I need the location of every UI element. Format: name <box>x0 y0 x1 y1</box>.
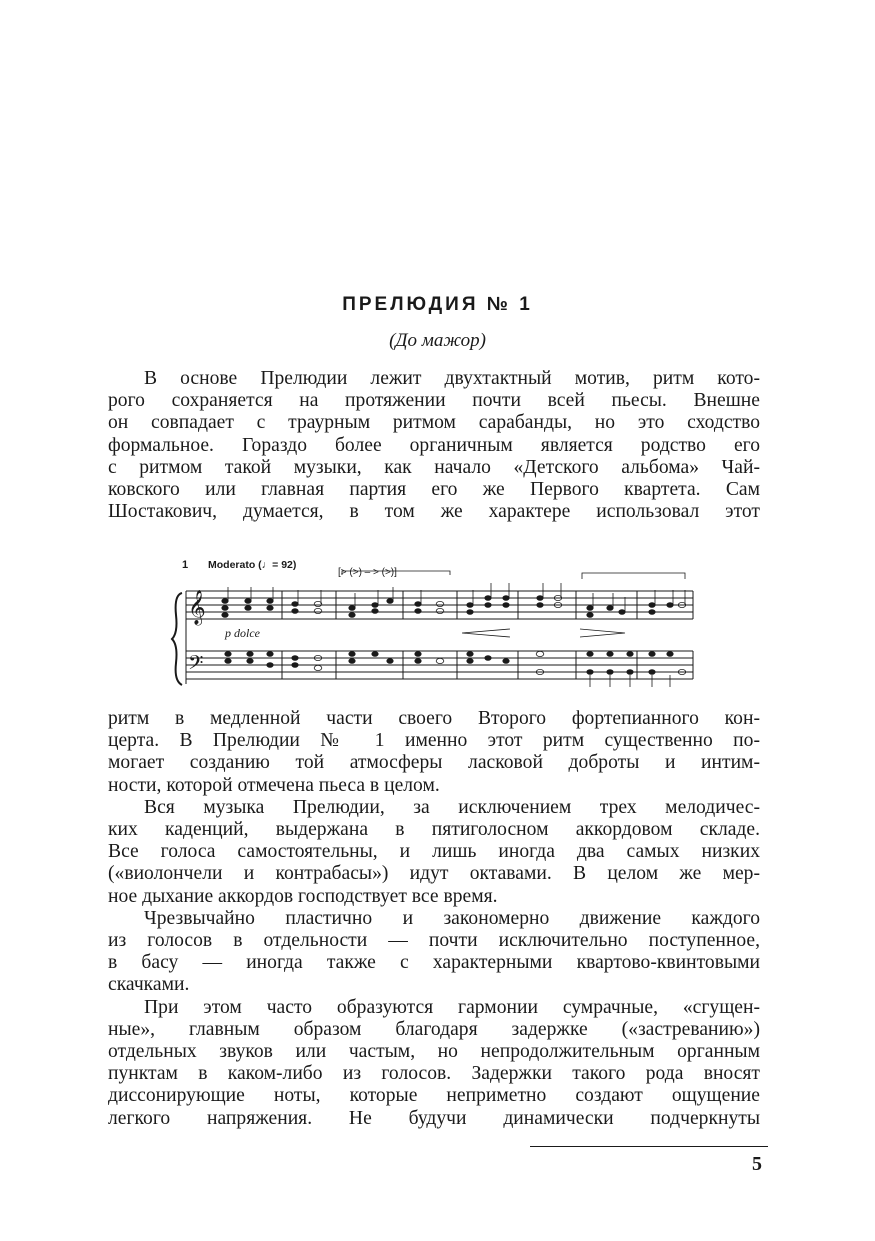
text-line: с ритмом такой музыки, как начало «Детского альбома» Чай- <box>108 456 760 478</box>
text-line: Вся музыка Прелюдии, за исключением трех мелодичес- <box>144 796 760 818</box>
text-line: Шостакович, думается, в том же характере использовал этот <box>108 501 760 523</box>
text-line: При этом часто образуются гармонии сумрачные, «сгущен- <box>144 996 760 1018</box>
text-line: Все голоса самостоятельны, и лишь иногда два самых низких <box>108 841 760 863</box>
phrase-bracket <box>582 573 685 579</box>
treble-staff <box>186 591 693 619</box>
chapter-title: ПРЕЛЮДИЯ № 1 <box>342 294 533 315</box>
dynamics-marking: p dolce <box>225 626 260 640</box>
text-line: церта. В Прелюдии № 1 именно этот ритм существенно по- <box>108 730 760 752</box>
text-line: ких каденций, выдержана в пятиголосном аккордовом складе. <box>108 819 760 841</box>
text-line: диссонирующие ноты, которые неприметно создают ощущение <box>108 1085 760 1107</box>
text-line: из голосов в отдельности — почти исключительно поступенное, <box>108 930 760 952</box>
text-block-top <box>108 368 760 523</box>
text-line: отдельных звуков или частым, но непродолжительным органным <box>108 1041 760 1063</box>
text-line: ное дыхание аккордов господствует все время. <box>108 885 498 907</box>
text-line: скачками. <box>108 974 190 996</box>
text-line: В основе Прелюдии лежит двухтактный мотив, ритм кото- <box>144 368 760 389</box>
bass-staff <box>186 651 693 679</box>
staff-brace <box>172 593 182 685</box>
text-line: он совпадает с траурным ритмом сарабанды, но это сходство <box>108 412 760 434</box>
diminuendo-hairpin <box>580 629 625 637</box>
example-number: 1 <box>182 559 189 571</box>
text-line: в басу — иногда также с характерными квартово-квинтовыми <box>108 952 760 974</box>
chords <box>222 583 686 687</box>
key-subtitle: (До мажор) <box>389 330 486 351</box>
accent-marks: [> (>) – > (>)] <box>338 567 397 578</box>
clefs <box>188 590 206 679</box>
text-line: могает созданию той атмосферы ласковой доброты и интим- <box>108 752 760 774</box>
music-example <box>170 553 700 693</box>
text-line: Чрезвычайно пластично и закономерно движение каждого <box>144 907 760 929</box>
treble-clef-icon: 𝄞 <box>188 590 206 625</box>
tempo-marking: Moderato (♩= 92) <box>208 559 297 571</box>
text-line: ности, которой отмечена пьеса в целом. <box>108 774 440 796</box>
text-line: пунктам в каком-либо из голосов. Задержки такого рода вносят <box>108 1063 760 1085</box>
text-line: ковского или главная партия его же Первого квартета. Сам <box>108 479 760 501</box>
crescendo-hairpin <box>462 629 510 637</box>
text-line: легкого напряжения. Не будучи динамически подчеркнуты <box>108 1107 760 1129</box>
text-line: ритм в медленной части своего Второго фортепианного кон- <box>108 708 760 729</box>
bass-clef-icon: 𝄢 <box>188 651 204 679</box>
text-line: формальное. Гораздо более органичным является родство его <box>108 434 760 456</box>
page-number: 5 <box>752 1153 762 1175</box>
treble-chords <box>222 595 686 617</box>
text-line: ные», главным образом благодаря задержке («застреванию») <box>108 1018 760 1040</box>
bass-chords <box>225 651 686 674</box>
text-line: («виолончели и контрабасы») идут октавами. В целом же мер- <box>108 863 760 885</box>
text-block-bottom <box>108 708 760 1130</box>
text-line: рого сохраняется на протяжении почти всей пьесы. Внешне <box>108 390 760 412</box>
footer-rule <box>530 1146 768 1147</box>
